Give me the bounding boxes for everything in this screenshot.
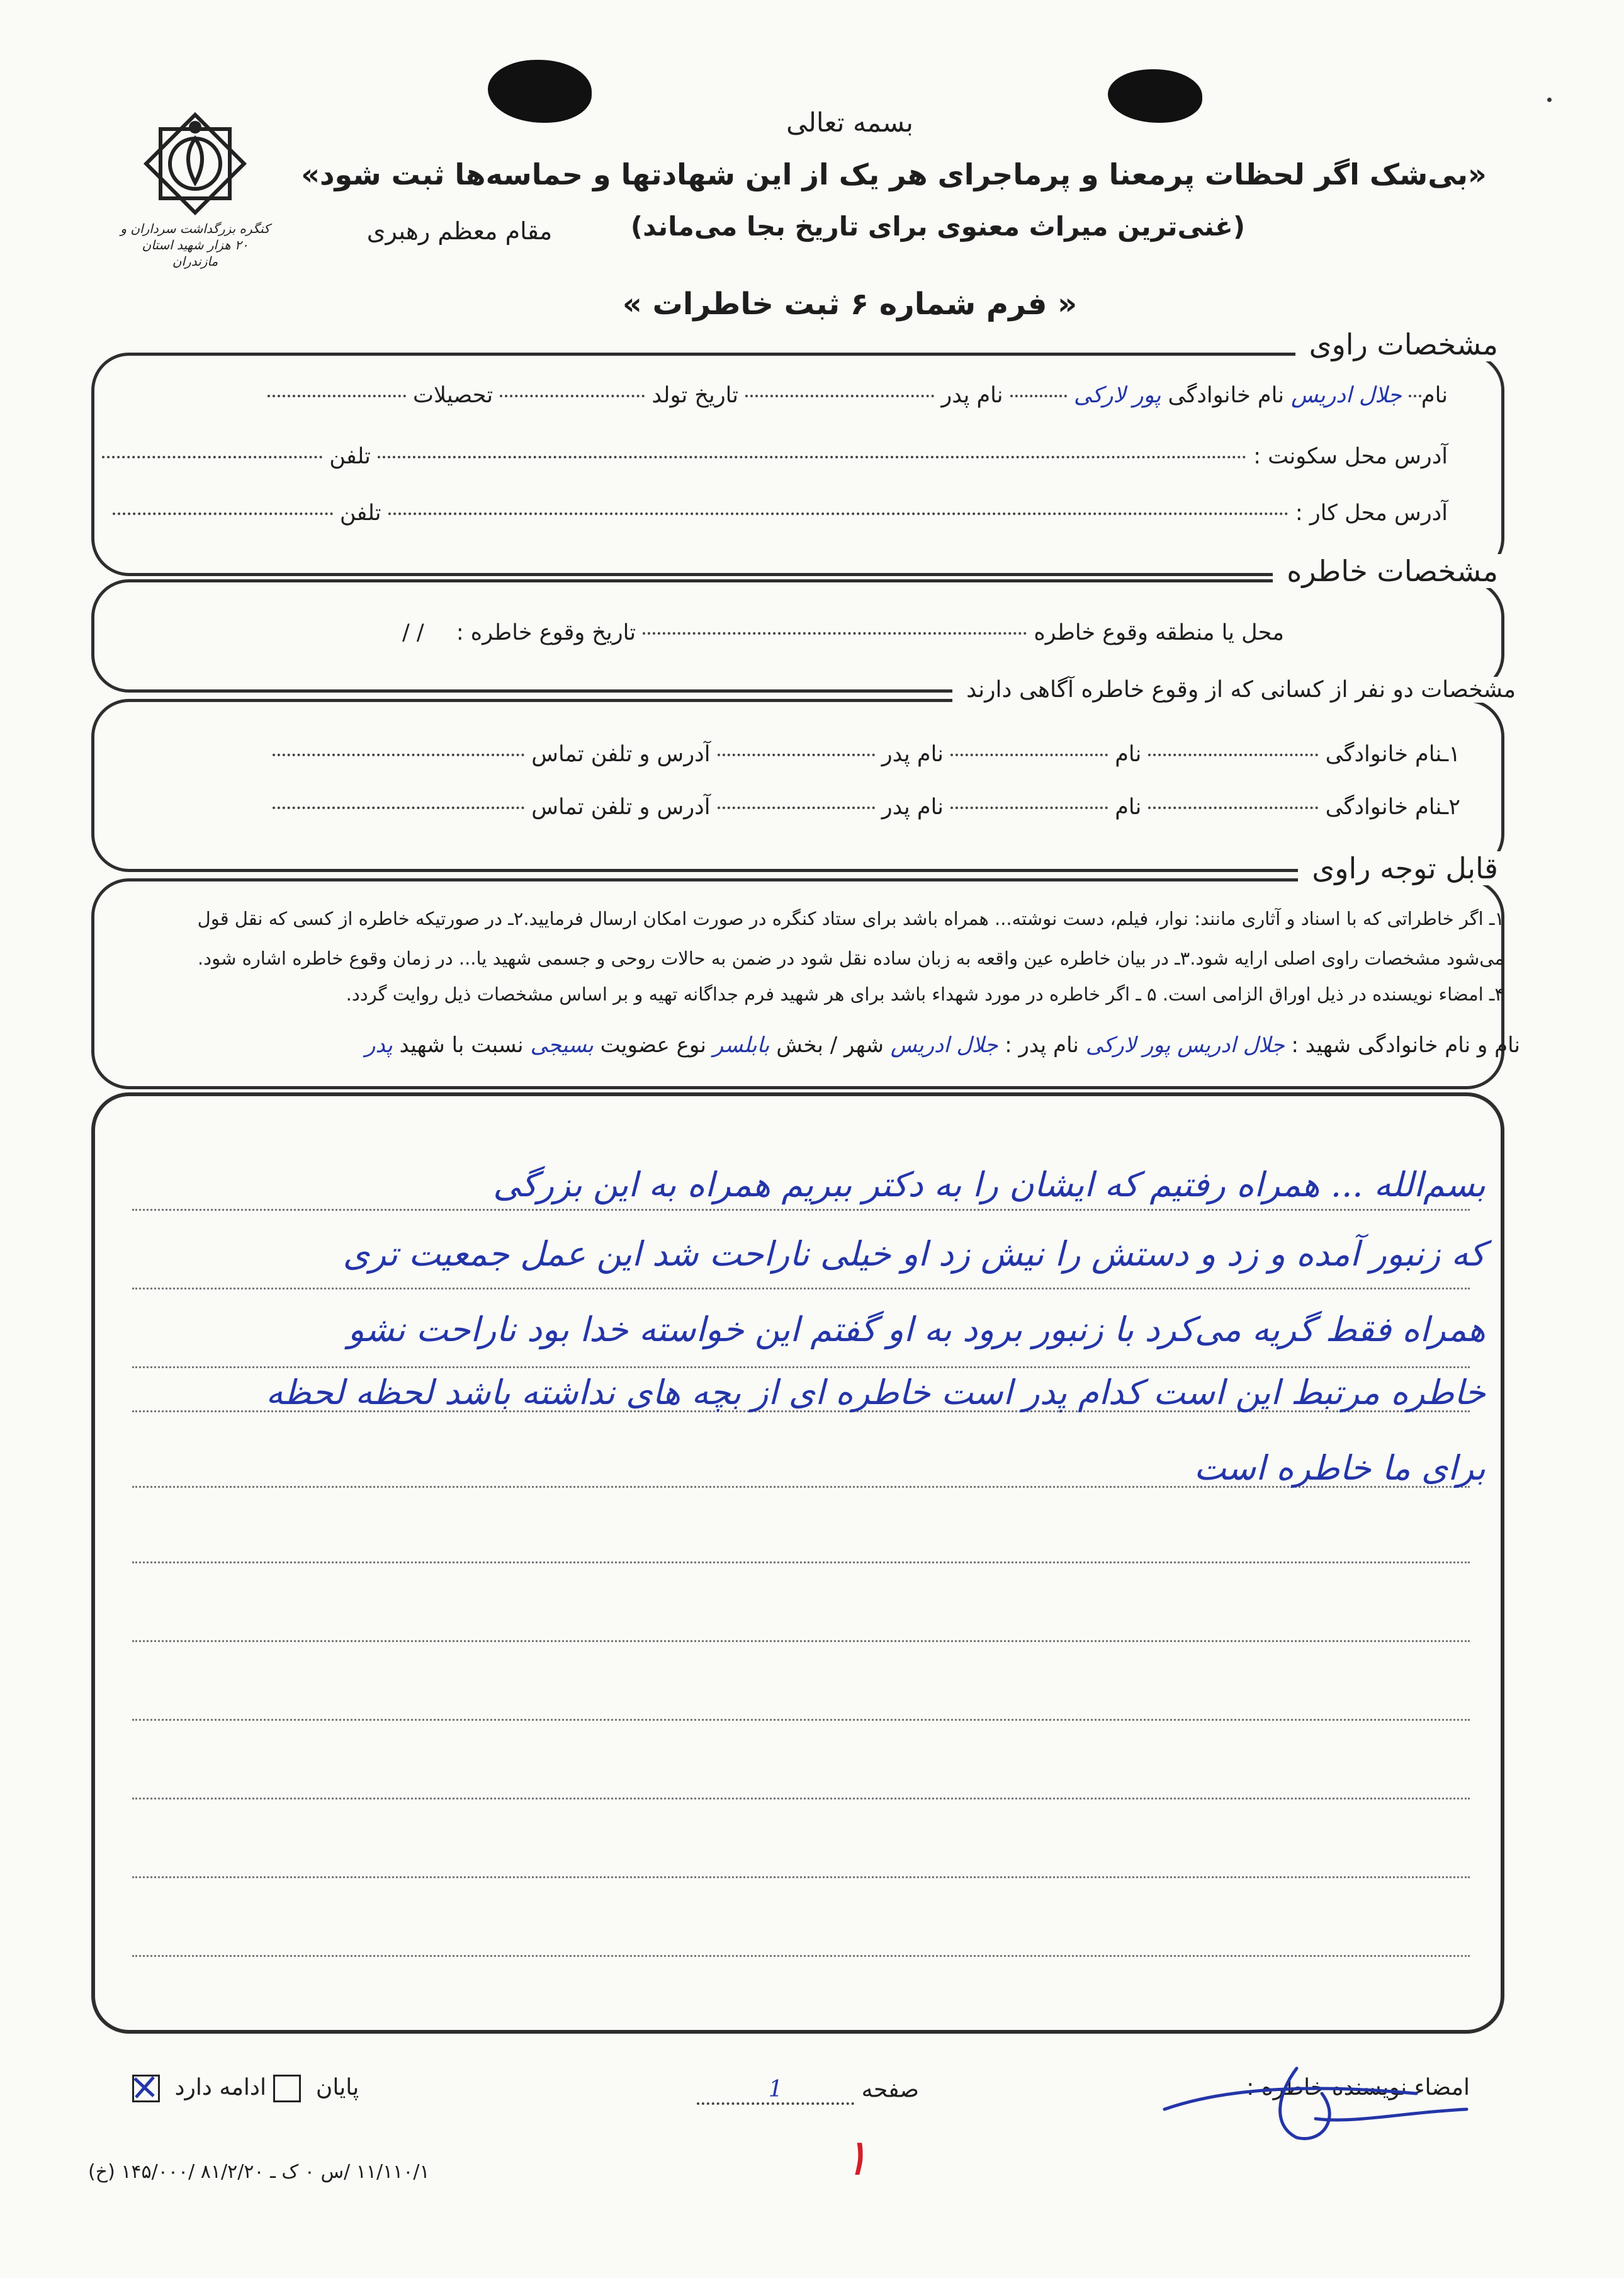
signature-label: امضاء نویسنده خاطره : [1246, 2075, 1470, 2100]
memory-text-line[interactable]: برای ما خاطره است [1193, 1448, 1486, 1488]
witness-1-contact-field[interactable] [273, 754, 524, 756]
ruled-line [132, 1798, 1470, 1799]
note-line-3: ۴ـ امضاء نویسنده در ذیل اوراق الزامی است. ۵ ـ اگر خاطره در مورد شهداء باشد برای هر شهید فرم جداگانه تهیه و بر اساس مشخصات ذیل روایت گردد. [346, 983, 1504, 1005]
work-address-row [113, 501, 1448, 526]
author-signature[interactable] [1152, 2049, 1479, 2156]
membership-value[interactable]: بسیجی [530, 1033, 594, 1058]
leader-quote-line2: (غنی‌ترین میراث معنوی برای تاریخ بجا می‌ماند) [630, 211, 1246, 242]
witness-2-father-label: نام پدر [881, 795, 944, 820]
witness-1-family-label: نام خانوادگی [1325, 742, 1442, 767]
witness-2-name-label: نام [1115, 795, 1142, 820]
end-checkbox[interactable] [132, 2075, 160, 2102]
witness-2-family-label: نام خانوادگی [1325, 795, 1442, 820]
witness-2-name-field[interactable] [950, 807, 1108, 809]
place-field[interactable] [643, 632, 1027, 635]
logo-caption: کنگره بزرگداشت سرداران و ۲۰ هزار شهید استان مازندران [120, 221, 270, 269]
witness-2-contact-field[interactable] [273, 807, 524, 809]
work-phone-field[interactable] [113, 513, 333, 515]
witness-2-father-field[interactable] [718, 807, 875, 809]
ruled-line [132, 1561, 1470, 1563]
memory-text-line[interactable]: خاطره مرتبط این است کدام پدر است خاطره ای از بچه های نداشته باشد لحظه لحظه [266, 1373, 1486, 1412]
city-label: شهر / بخش [776, 1033, 884, 1058]
notes-section-title: قابل توجه راوی [1298, 851, 1512, 885]
narrator-section-title: مشخصات راوی [1295, 327, 1512, 361]
education-field[interactable] [268, 395, 406, 397]
work-address-field[interactable] [388, 513, 1288, 515]
end-label: پایان [315, 2075, 359, 2100]
note-line-1: ۱ـ اگر خاطراتی که با اسناد و آثاری مانند: نوار، فیلم، دست نوشته... همراه باشد برای ستاد کنگره در صورت امکان ارسال فرمایید.۲ـ در صورتیکه خاطره از کسی که نقل قول [197, 908, 1504, 929]
witness-2-number: ۲ـ [1441, 795, 1460, 820]
relation-value[interactable]: پدر [364, 1033, 393, 1058]
witness-row-1 [273, 742, 1460, 767]
membership-label: نوع عضویت [600, 1033, 706, 1058]
bismillah: بسمه تعالی [786, 107, 913, 138]
leader-quote-line1: «بی‌شک اگر لحظات پرمعنا و پرماجرای هر یک از این شهادتها و حماسه‌ها ثبت شود» [301, 157, 1487, 191]
corner-dot [1547, 98, 1552, 102]
form-title: « فرم شماره ۶ ثبت خاطرات » [622, 286, 1078, 322]
page-value[interactable]: 1 [697, 2077, 854, 2105]
relation-label: نسبت با شهید [399, 1033, 524, 1058]
ruled-line [132, 1719, 1470, 1721]
status-row [132, 2075, 384, 2102]
ruled-line [132, 1366, 1470, 1368]
ruled-line [132, 1209, 1470, 1211]
phone-label: تلفن [329, 444, 371, 469]
witness-row-2 [273, 795, 1460, 820]
witness-1-family-field[interactable] [1148, 754, 1318, 756]
phone-label-2: تلفن [339, 501, 381, 526]
home-address-label: آدرس محل سکونت : [1253, 444, 1448, 469]
martyr-name-label: نام و نام خانوادگی شهید : [1291, 1033, 1520, 1058]
family-value[interactable]: پور لارکی [1073, 383, 1161, 408]
witness-2-family-field[interactable] [1148, 807, 1318, 809]
education-label: تحصیلات [413, 383, 493, 408]
page-label: صفحه [861, 2077, 919, 2103]
continues-label: ادامه دارد [174, 2075, 266, 2100]
memory-section-title: مشخصات خاطره [1273, 554, 1512, 588]
witness-1-name-field[interactable] [950, 754, 1108, 756]
witnesses-section-title: مشخصات دو نفر از کسانی که از وقوع خاطره آگاهی دارند [952, 677, 1530, 703]
date-blank[interactable]: / / [402, 620, 424, 645]
birth-field[interactable] [500, 395, 645, 397]
witness-1-name-label: نام [1115, 742, 1142, 767]
memory-text-line[interactable]: بسم‌الله ... همراه رفتیم که ایشان را به دکتر ببریم همراه به این بزرگی [493, 1165, 1486, 1204]
quote-author: مقام معظم رهبری [366, 217, 553, 245]
ruled-line [132, 1955, 1470, 1957]
family-label: نام خانوادگی [1168, 383, 1284, 408]
ruled-line [132, 1288, 1470, 1289]
narrator-name-row [268, 383, 1448, 408]
name-label: نام [1421, 383, 1448, 408]
home-address-row [102, 444, 1448, 469]
birth-label: تاریخ تولد [651, 383, 739, 408]
witnesses-box [91, 699, 1504, 872]
phone-field[interactable] [102, 456, 322, 458]
memory-text-line[interactable]: که زنبور آمده و زد و دستش را نیش زد او خیلی ناراحت شد این عمل جمعیت تری [342, 1234, 1486, 1274]
page-number-row [697, 2077, 919, 2105]
place-label: محل یا منطقه وقوع خاطره [1034, 620, 1284, 645]
form-code: ۱۱/۱۱۰/۱ /س ۰ ک ـ ۸۱/۲/۲۰ /۱۴۵/۰۰۰ (خ) [88, 2161, 430, 2183]
witness-1-contact-label: آدرس و تلفن تماس [531, 742, 711, 767]
martyr-father-label: نام پدر : [1005, 1033, 1079, 1058]
witness-1-father-label: نام پدر [881, 742, 944, 767]
father-label: نام پدر [941, 383, 1003, 408]
home-address-field[interactable] [378, 456, 1246, 458]
memory-text-line[interactable]: همراه فقط گریه می‌کرد با زنبور برود به او گفتم این خواسته خدا بود ناراحت نشو [347, 1310, 1486, 1349]
work-address-label: آدرس محل کار : [1295, 501, 1448, 526]
continues-checkbox[interactable] [273, 2075, 301, 2102]
witness-1-number: ۱ـ [1441, 742, 1460, 767]
ruled-line [132, 1640, 1470, 1642]
witness-1-father-field[interactable] [718, 754, 875, 756]
martyr-name-value[interactable]: جلال ادریس پور لارکی [1085, 1033, 1285, 1058]
date-label: تاریخ وقوع خاطره : [456, 620, 636, 645]
memory-row [377, 620, 1284, 645]
page-mark: ۱ [842, 2128, 869, 2187]
martyr-father-value[interactable]: جلال ادریس [890, 1033, 998, 1058]
name-value[interactable]: جلال ادریس [1291, 383, 1402, 408]
witness-2-contact-label: آدرس و تلفن تماس [531, 795, 711, 820]
note-line-2: می‌شود مشخصات راوی اصلی ارایه شود.۳ـ در بیان خاطره عین واقعه به زبان ساده نقل شود در ضمن به حالات روحی و جسمی شهید یا... در زمان وقوع خاطره اشاره شود. [197, 948, 1504, 969]
city-value[interactable]: بابلسر [713, 1033, 770, 1058]
martyr-info-row [365, 1033, 1520, 1058]
ruled-line [132, 1876, 1470, 1878]
father-field[interactable] [745, 395, 934, 397]
